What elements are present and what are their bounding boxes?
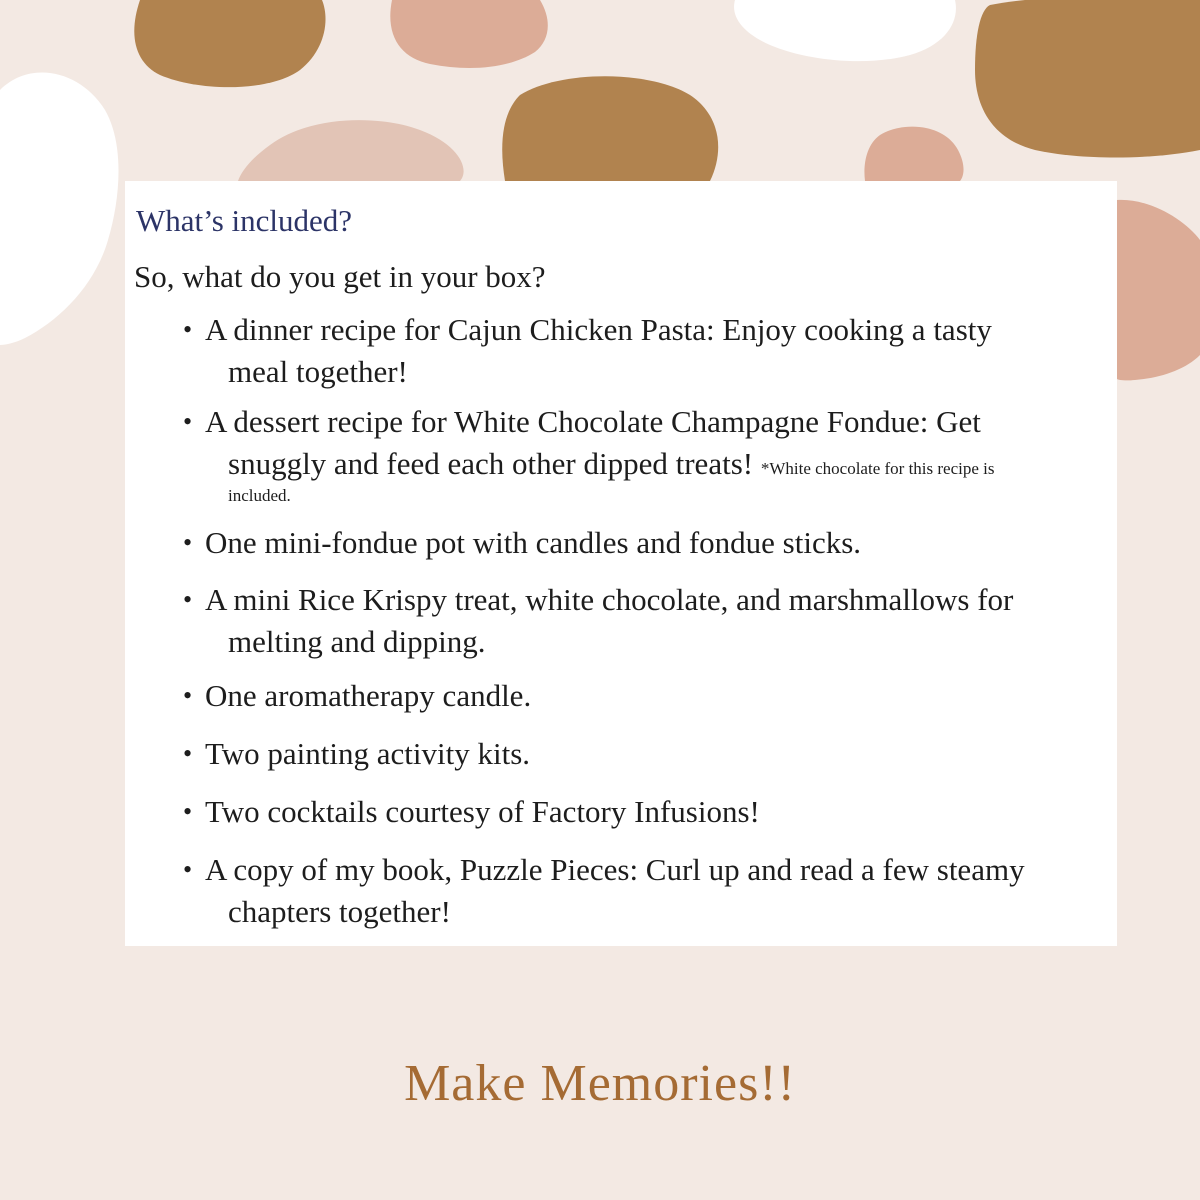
list-item [183, 675, 1088, 717]
bullet: • [183, 681, 193, 710]
tagline: Make Memories!! [404, 1055, 796, 1112]
item-text-continued: snuggly and feed each other dipped treats! [228, 446, 754, 481]
bullet: • [183, 528, 193, 557]
bullet: • [183, 855, 193, 884]
white-blob-left [0, 73, 119, 345]
list-item [183, 309, 1088, 393]
list-item [183, 791, 1088, 833]
item-text: One mini-fondue pot with candles and fondue sticks. [205, 525, 862, 560]
item-text: One aromatherapy candle. [205, 678, 532, 713]
item-text: A copy of my book, Puzzle Pieces: Curl up and read a few steamy [205, 852, 1025, 887]
brown-blob-top-left [134, 0, 325, 87]
tan-blob-center [238, 120, 464, 181]
rose-blob-right [1117, 200, 1200, 381]
white-blob-top [734, 0, 956, 61]
item-note: *White chocolate for this recipe is [760, 459, 995, 478]
list-item [183, 849, 1088, 933]
bullet: • [183, 739, 193, 768]
rose-blob-top [390, 0, 547, 68]
item-text-continued: melting and dipping. [228, 624, 486, 659]
bullet: • [183, 585, 193, 614]
list-item [183, 579, 1088, 663]
bullet: • [183, 315, 193, 344]
item-text: Two cocktails courtesy of Factory Infusions! [205, 794, 760, 829]
list-item [183, 522, 1088, 564]
included-items-card [125, 181, 1117, 946]
card-intro: So, what do you get in your box? [134, 259, 546, 294]
brown-blob-center [502, 76, 718, 181]
item-text-continued: chapters together! [228, 894, 451, 929]
item-text: Two painting activity kits. [205, 736, 531, 771]
bullet: • [183, 407, 193, 436]
list-item [183, 733, 1088, 775]
rose-blob-center-right [864, 127, 963, 181]
item-note-continued: included. [228, 486, 291, 505]
brown-blob-top-right [975, 0, 1200, 158]
item-text-continued: meal together! [228, 354, 408, 389]
item-text: A dessert recipe for White Chocolate Champagne Fondue: Get [205, 404, 981, 439]
list-item [183, 401, 1088, 507]
card-heading: What’s included? [136, 203, 353, 238]
item-text: A mini Rice Krispy treat, white chocolate, and marshmallows for [205, 582, 1014, 617]
bullet: • [183, 797, 193, 826]
item-text: A dinner recipe for Cajun Chicken Pasta: Enjoy cooking a tasty [205, 312, 992, 347]
